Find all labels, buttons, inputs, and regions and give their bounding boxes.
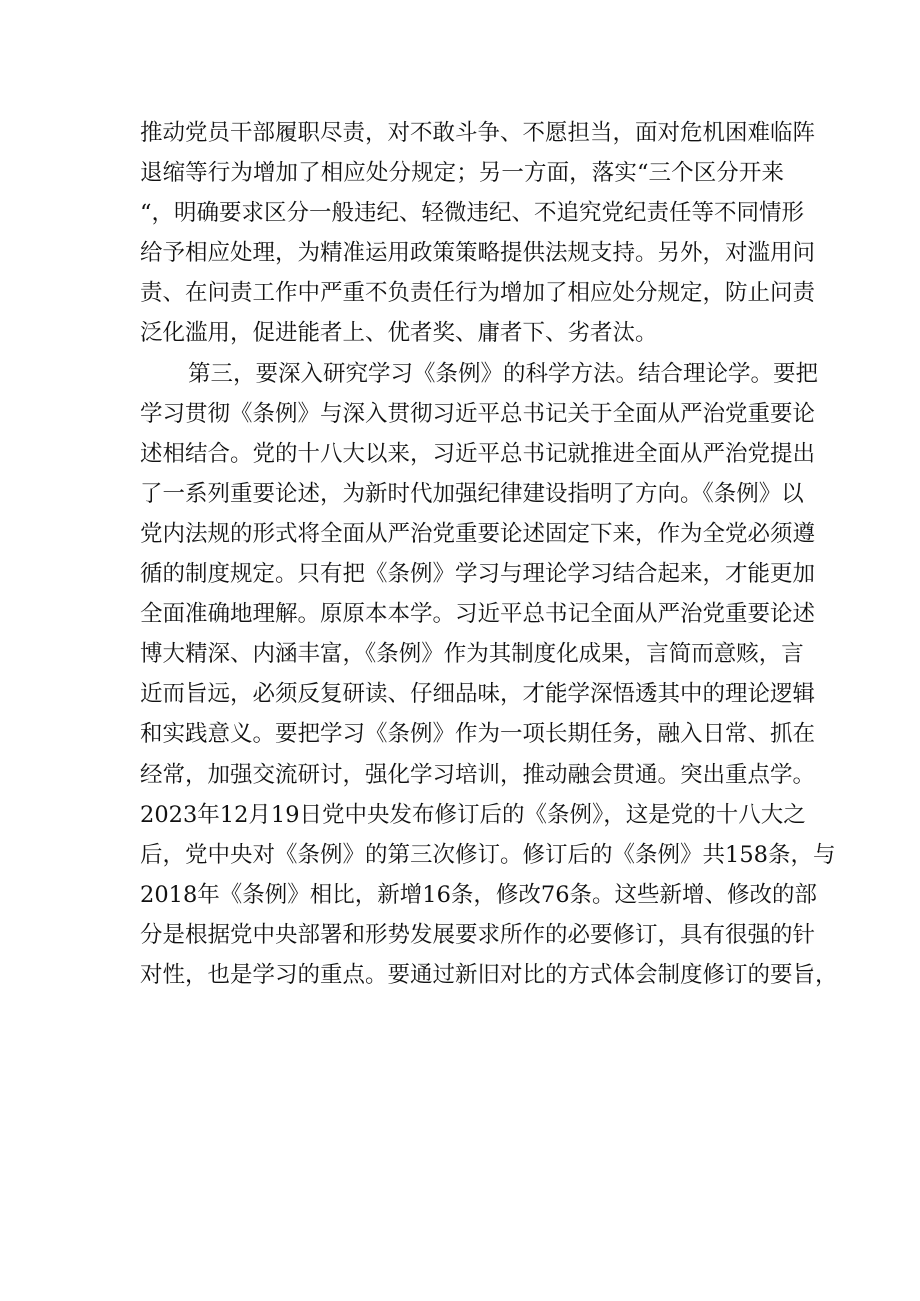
text-line: 学习贯彻《条例》与深入贯彻习近平总书记关于全面从严治党重要论 [140, 400, 816, 427]
text-line: 推动党员干部履职尽责，对不敢斗争、不愿担当，面对危机困难临阵 [140, 120, 816, 146]
text-line: “，明确要求区分一般违纪、轻微违纪、不追究党纪责任等不同情形 [140, 200, 805, 227]
text-line: 党内法规的形式将全面从严治党重要论述固定下来，作为全党必须遵 [140, 520, 816, 547]
paragraph-2 [140, 354, 838, 996]
text-line: 和实践意义。要把学习《条例》作为一项长期任务，融入日常、抓在 [140, 721, 816, 748]
text-line: 后，党中央对《条例》的第三次修订。修订后的《条例》共158条，与 [140, 841, 836, 868]
text-line: 博大精深、内涵丰富，《条例》作为其制度化成果，言简而意赅，言 [140, 641, 804, 668]
text-line: 循的制度规定。只有把《条例》学习与理论学习结合起来，才能更加 [140, 561, 816, 588]
text-line: 退缩等行为增加了相应处分规定；另一方面，落实“三个区分开来 [140, 160, 784, 187]
text-line: 2018年《条例》相比，新增16条，修改76条。这些新增、修改的部 [140, 881, 818, 908]
paragraph-1 [140, 113, 816, 354]
text-line: 述相结合。党的十八大以来，习近平总书记就推进全面从严治党提出 [140, 440, 816, 467]
text-line: 分是根据党中央部署和形势发展要求所作的必要修订，具有很强的针 [140, 921, 816, 948]
text-line: 经常，加强交流研讨，强化学习培训，推动融会贯通。突出重点学。 [140, 761, 816, 788]
text-line: 泛化滥用，促进能者上、优者奖、庸者下、劣者汰。 [140, 320, 658, 347]
text-line: 对性，也是学习的重点。要通过新旧对比的方式体会制度修订的要旨， [140, 961, 838, 988]
text-line: 近而旨远，必须反复研读、仔细品味，才能学深悟透其中的理论逻辑 [140, 681, 816, 708]
text-line: 2023年12月19日党中央发布修订后的《条例》，这是党的十八大之 [140, 801, 806, 828]
text-line: 第三，要深入研究学习《条例》的科学方法。结合理论学。要把 [188, 360, 819, 387]
text-line: 给予相应处理，为精准运用政策策略提供法规支持。另外，对滥用问 [140, 240, 816, 267]
document-body [140, 113, 838, 995]
text-line: 责、在问责工作中严重不负责任行为增加了相应处分规定，防止问责 [140, 280, 816, 307]
text-line: 全面准确地理解。原原本本学。习近平总书记全面从严治党重要论述 [140, 601, 816, 628]
text-line: 了一系列重要论述，为新时代加强纪律建设指明了方向。《条例》以 [140, 480, 804, 507]
